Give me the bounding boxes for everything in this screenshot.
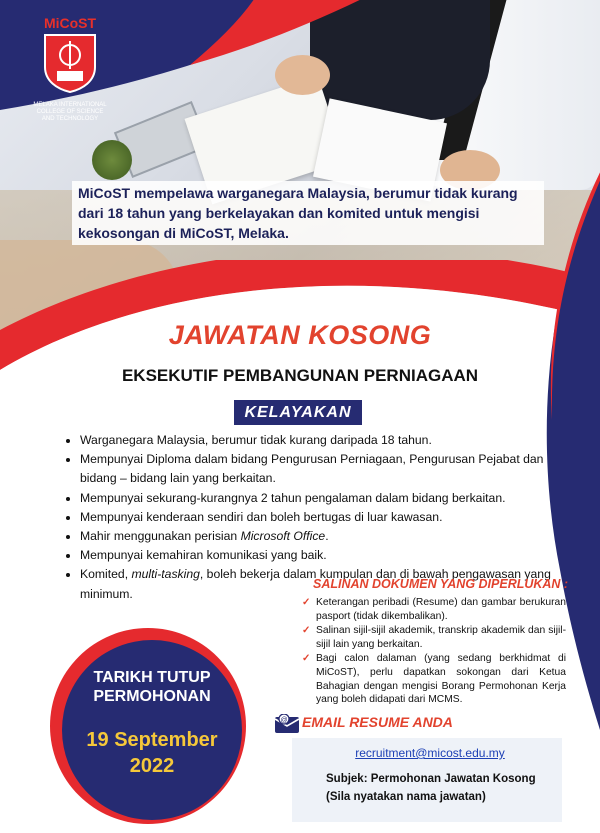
documents-list — [300, 596, 566, 708]
qualification-text: Komited, — [80, 567, 132, 582]
deadline-label-line: TARIKH TUTUP — [93, 669, 211, 686]
deadline-label — [62, 668, 242, 706]
qualification-text: , boleh bekerja dalam kumpulan dan di bawah pengawasan yang minimum. — [80, 567, 551, 601]
email-subject-line: Subjek: Permohonan Jawatan Kosong — [326, 773, 536, 785]
intro-text: MiCoST mempelawa warganegara Malaysia, berumur tidak kurang dari 18 tahun yang berkelayakan dan komited untuk mengisi kekosongan di MiCoST, Melaka. — [72, 181, 544, 245]
qualification-item: • Mempunyai Diploma dalam bidang Pengurusan Perniagaan, Pengurusan Pejabat dan bidang – bidang lain yang berkaitan. — [80, 450, 570, 488]
email-heading: EMAIL RESUME ANDA — [302, 714, 453, 730]
document-item: ✓ Salinan sijil-sijil akademik, transkrip akademik dan sijil-sijil lain yang berkaitan. — [316, 624, 566, 651]
email-subject — [326, 770, 566, 806]
position-title: EKSEKUTIF PEMBANGUNAN PERNIAGAAN — [121, 366, 479, 385]
qualification-text: . — [325, 529, 329, 544]
deadline-date-line: 2022 — [129, 755, 175, 777]
micost-logo — [20, 15, 120, 123]
documents-heading: SALINAN DOKUMEN YANG DIPERLUKAN : — [313, 577, 569, 591]
qualifications-heading: KELAYAKAN — [234, 400, 362, 425]
logo-subtitle-line: MELAKA INTERNATIONAL — [33, 102, 107, 108]
email-icon — [274, 714, 300, 734]
email-subject-line: (Sila nyatakan nama jawatan) — [326, 791, 486, 803]
svg-text:@: @ — [280, 717, 288, 724]
document-item: ✓ Bagi calon dalaman (yang sedang berkhidmat di MiCoST), perlu dapatkan sokongan dari Ketua Bahagian dengan mengisi Borang Permohonan Kerja yang boleh didapati dari MCMS. — [316, 652, 566, 706]
qualification-item: • Mempunyai sekurang-kurangnya 2 tahun pengalaman dalam bidang berkaitan. — [80, 489, 570, 508]
shield-crest-icon — [43, 33, 97, 93]
qualification-text: Mahir menggunakan perisian — [80, 529, 241, 544]
logo-subtitle-line: COLLEGE OF SCIENCE — [36, 109, 104, 115]
qualification-item: • Mempunyai kemahiran komunikasi yang baik. — [80, 546, 570, 565]
qualification-item: • Warganegara Malaysia, berumur tidak kurang daripada 18 tahun. — [80, 431, 570, 450]
plant-image — [92, 140, 132, 180]
document-item: ✓ Keterangan peribadi (Resume) dan gambar berukuran pasport (tidak dikembalikan). — [316, 596, 566, 623]
logo-name: MiCoST — [43, 15, 97, 31]
logo-subtitle — [20, 102, 120, 123]
page-title: JAWATAN KOSONG — [168, 320, 432, 350]
email-address-link[interactable]: recruitment@micost.edu.my — [355, 746, 505, 760]
deadline-label-line: PERMOHONAN — [93, 688, 211, 705]
qualification-emphasis: multi-tasking — [131, 567, 200, 582]
deadline-date — [62, 727, 242, 779]
qualification-emphasis: Microsoft Office — [240, 529, 326, 544]
qualification-item: • Mempunyai kenderaan sendiri dan boleh bertugas di luar kawasan. — [80, 508, 570, 527]
deadline-date-line: 19 September — [86, 729, 218, 751]
logo-subtitle-line: AND TECHNOLOGY — [41, 116, 99, 122]
qualification-item — [80, 527, 570, 546]
